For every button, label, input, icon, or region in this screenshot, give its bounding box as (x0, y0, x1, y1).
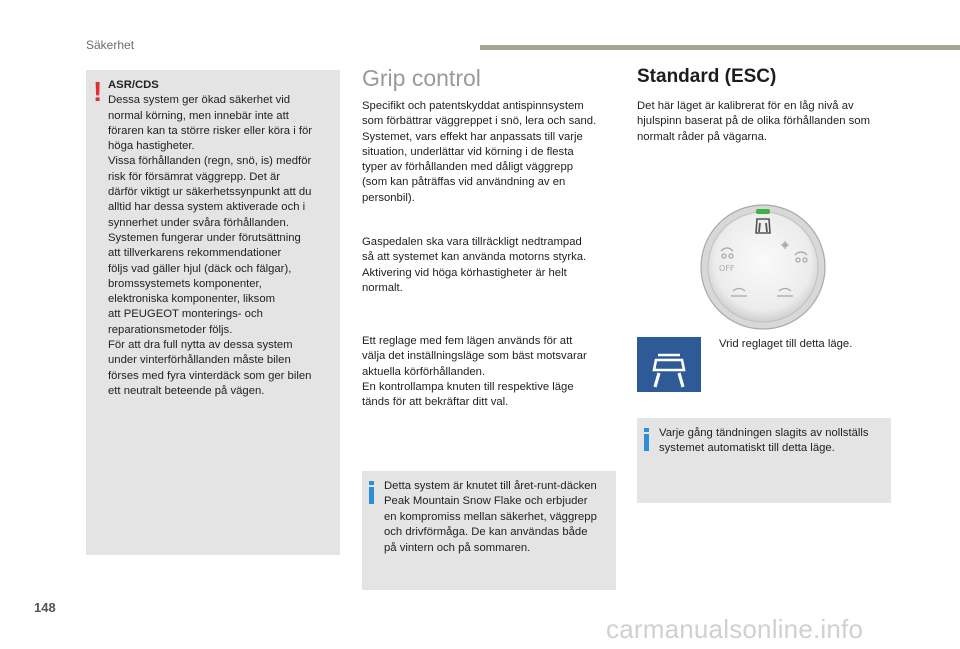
standard-info-box (637, 418, 891, 503)
text-line: Systemet, vars effekt har anpassats till varje (362, 130, 583, 143)
grip-paragraph-1 (362, 99, 612, 206)
text-line: Det här läget är kalibrerat för en låg nivå av (637, 100, 854, 112)
text-line: normalt råder på vägarna. (637, 130, 767, 143)
text-line: situation, underlättar vid körning i de flesta (362, 145, 574, 158)
page-number: 148 (34, 600, 56, 615)
grip-paragraph-2 (362, 235, 612, 296)
instruction-text (707, 337, 852, 352)
text-line: (som kan påträffas vid användning av en (362, 176, 566, 189)
warning-line: synnerhet under svåra förhållanden. (108, 216, 289, 229)
text-line: Gaspedalen ska vara tillräckligt nedtrampad (362, 236, 582, 248)
standard-title: Standard (ESC) (637, 66, 777, 87)
text-line: Ett reglage med fem lägen används för att (362, 335, 573, 347)
warning-line: att PEUGEOT monterings- och (108, 308, 263, 321)
warning-line: Systemen fungerar under förutsättning (108, 231, 301, 244)
text-line: tänds för att bekräftar ditt val. (362, 396, 509, 409)
warning-line: Vissa förhållanden (regn, snö, is) medför (108, 155, 312, 168)
warning-line: normal körning, men innebär inte att (108, 109, 289, 122)
text-line: personbil). (362, 191, 415, 204)
text-line: aktuella körförhållanden. (362, 365, 486, 378)
text-line: Varje gång tändningen slagits av nollställs (659, 427, 869, 439)
warning-line: Dessa system ger ökad säkerhet vid (108, 94, 291, 107)
text-line: systemet automatiskt till detta läge. (659, 442, 835, 455)
section-label: Säkerhet (86, 38, 135, 52)
watermark: carmanualsonline.info (606, 614, 864, 644)
text-line: på vintern och på sommaren. (384, 541, 531, 554)
text-line: en kompromiss mellan säkerhet, väggrepp (384, 510, 597, 523)
standard-mode-road-icon (637, 337, 701, 392)
grip-paragraph-3 (362, 334, 612, 410)
grip-control-dial-icon (699, 203, 827, 331)
text-line: som förbättrar väggreppet i snö, lera och sand. (362, 115, 597, 128)
warning-line: alltid har dessa system aktiverade och i (108, 201, 306, 214)
warning-line: ett neutralt beteende på vägen. (108, 384, 265, 397)
info-icon (644, 428, 650, 451)
text-line: En kontrollampa knuten till respektive läge (362, 380, 574, 393)
warning-exclamation-icon: ! (93, 76, 103, 107)
warning-line: därför viktigt ur säkerhetssynpunkt att du (108, 186, 312, 199)
warning-text (108, 78, 332, 399)
standard-info-text (659, 426, 887, 457)
text-line: typer av förhållanden med dåligt väggrepp (362, 161, 574, 174)
standard-paragraph (637, 99, 895, 145)
text-line: och drivförmåga. De kan användas både (384, 526, 588, 539)
text-line: så att systemet kan använda motorns styrka. (362, 251, 587, 264)
warning-line: föraren kan ta större risker eller köra i för (108, 124, 313, 137)
warning-box (86, 70, 340, 555)
grip-control-title: Grip control (362, 65, 481, 91)
warning-line: reparationsmetoder följs. (108, 323, 233, 336)
grip-info-box (362, 471, 616, 590)
info-icon (369, 481, 375, 504)
header-bar (480, 45, 960, 50)
text-line: välja det inställningsläge som bäst motsvarar (362, 350, 587, 363)
warning-line: under vinterförhållanden måste bilen (108, 354, 291, 367)
warning-line: elektroniska komponenter, liksom (108, 293, 276, 306)
standard-column (637, 63, 897, 193)
warning-line: risk för försämrat väggrepp. Det är (108, 170, 281, 183)
warning-title: ASR/CDS (108, 79, 159, 91)
instruction-label: Vrid reglaget till detta läge. (719, 338, 853, 350)
text-line: hjulspinn baserat på de olika förhållanden som (637, 115, 870, 128)
road-icon-graphic (637, 337, 701, 392)
grip-info-text (384, 479, 612, 556)
warning-line: För att dra full nytta av dessa system (108, 339, 293, 352)
warning-line: förses med fyra vinterdäck som ger bilen (108, 369, 312, 382)
warning-line: höga hastigheter. (108, 140, 195, 153)
text-line: Specifikt och patentskyddat antispinnsystem (362, 100, 584, 112)
dial-off-label: OFF (719, 264, 735, 273)
warning-line: bromssystemets komponenter, (108, 277, 262, 290)
text-line: Detta system är knutet till året-runt-däcken (384, 480, 597, 492)
warning-line: att tillverkarens rekommendationer (108, 247, 282, 260)
warning-line: följs vad gäller hjul (däck och fälgar), (108, 262, 292, 275)
text-line: Aktivering vid höga körhastigheter är helt (362, 266, 567, 279)
text-line: Peak Mountain Snow Flake och erbjuder (384, 495, 588, 508)
text-line: normalt. (362, 281, 403, 294)
